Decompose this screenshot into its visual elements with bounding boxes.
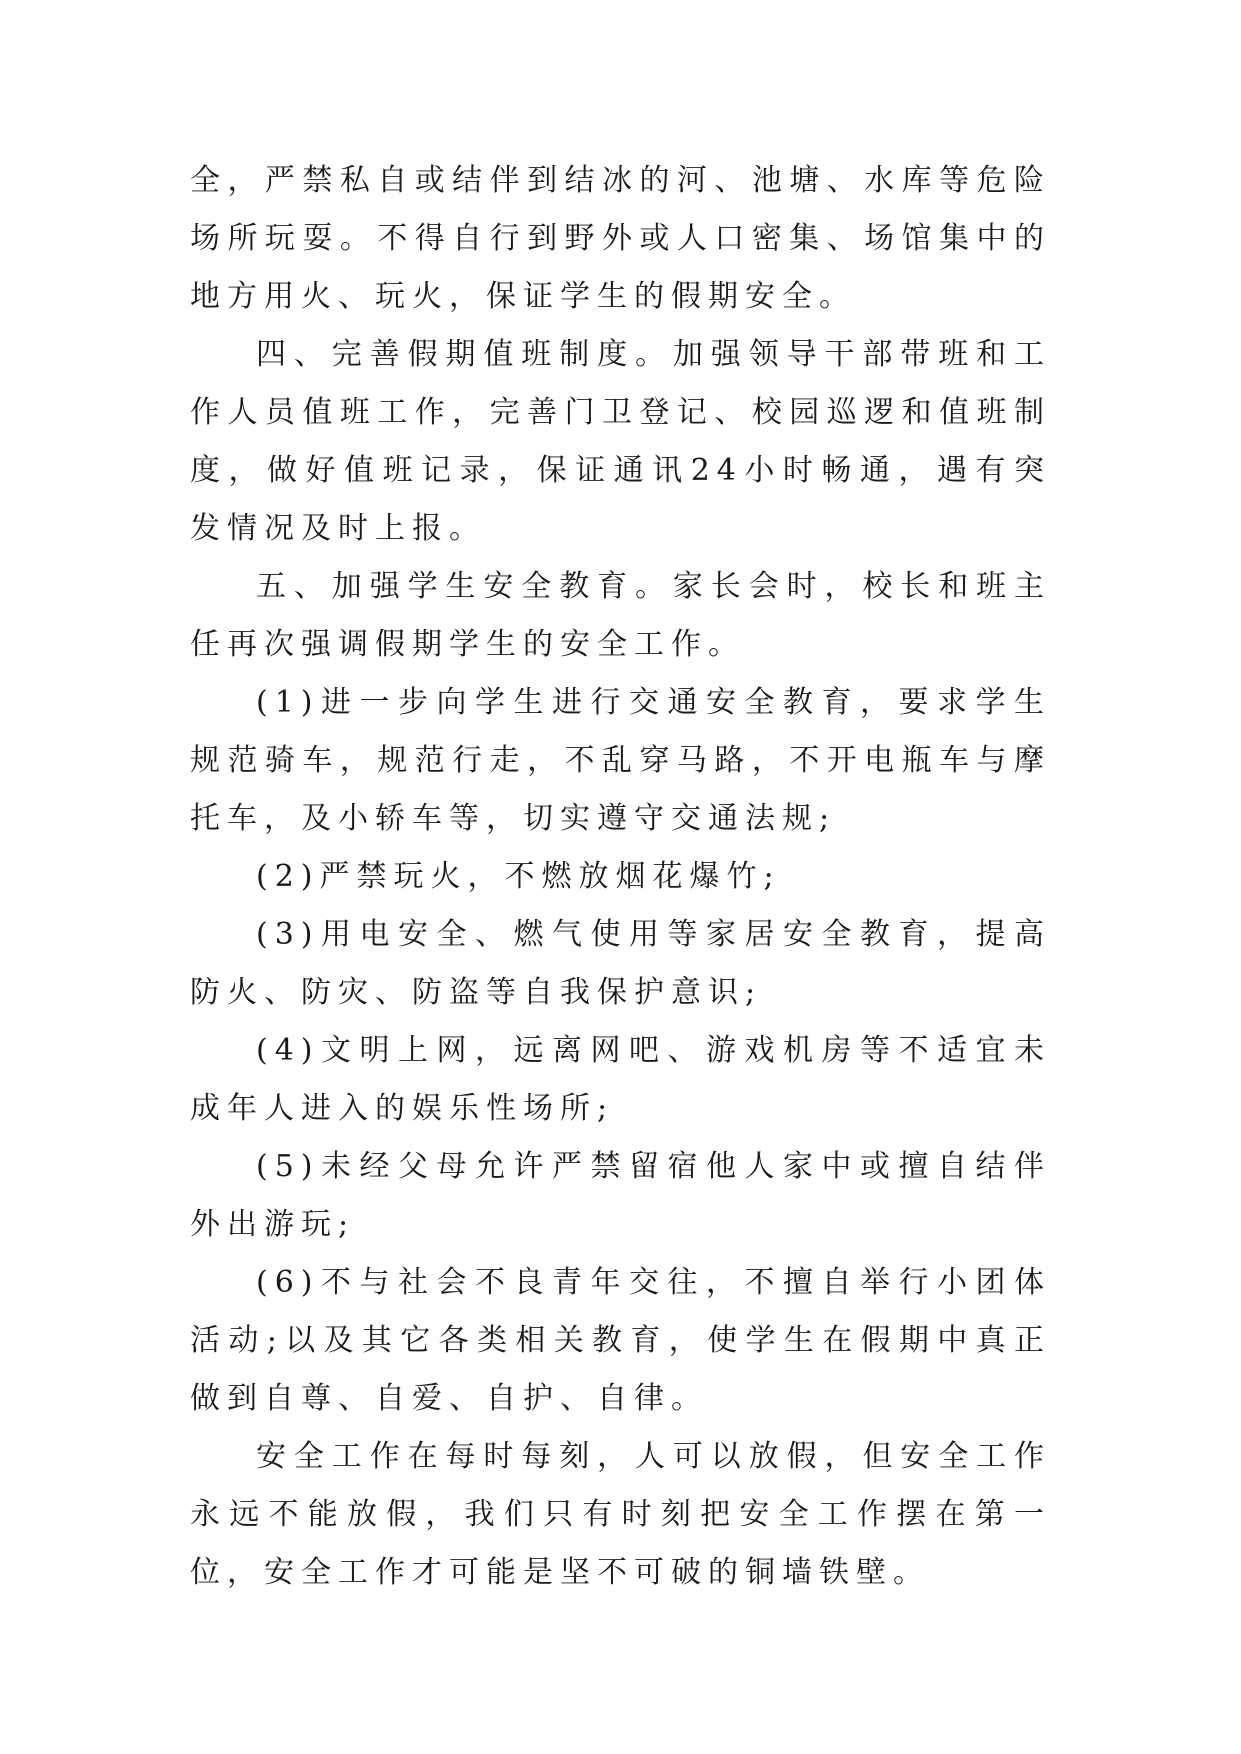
- paragraph-continued-safety: 全，严禁私自或结伴到结冰的河、池塘、水库等危险场所玩耍。不得自行到野外或人口密集、场馆集中的地方用火、玩火，保证学生的假期安全。: [190, 163, 1051, 314]
- document-body: [190, 152, 1051, 1602]
- list-item-5: (5)未经父母允许严禁留宿他人家中或擅自结伴外出游玩;: [190, 1149, 1051, 1242]
- list-item-3: (3)用电安全、燃气使用等家居安全教育，提高防火、防灾、防盗等自我保护意识;: [190, 917, 1051, 1010]
- list-item-1: (1)进一步向学生进行交通安全教育，要求学生规范骑车，规范行走，不乱穿马路，不开电瓶车与摩托车，及小轿车等，切实遵守交通法规;: [190, 685, 1051, 836]
- list-item-4: (4)文明上网，远离网吧、游戏机房等不适宜未成年人进入的娱乐性场所;: [190, 1033, 1051, 1126]
- list-item-6: (6)不与社会不良青年交往，不擅自举行小团体活动;以及其它各类相关教育，使学生在假期中真正做到自尊、自爱、自护、自律。: [190, 1265, 1051, 1416]
- list-item-2: (2)严禁玩火，不燃放烟花爆竹;: [256, 859, 781, 894]
- paragraph-section-five: 五、加强学生安全教育。家长会时，校长和班主任再次强调假期学生的安全工作。: [190, 569, 1051, 662]
- paragraph-conclusion: 安全工作在每时每刻，人可以放假，但安全工作永远不能放假，我们只有时刻把安全工作摆在第一位，安全工作才可能是坚不可破的铜墙铁壁。: [190, 1439, 1051, 1590]
- paragraph-section-four: 四、完善假期值班制度。加强领导干部带班和工作人员值班工作，完善门卫登记、校园巡逻和值班制度，做好值班记录，保证通讯24小时畅通，遇有突发情况及时上报。: [190, 337, 1051, 546]
